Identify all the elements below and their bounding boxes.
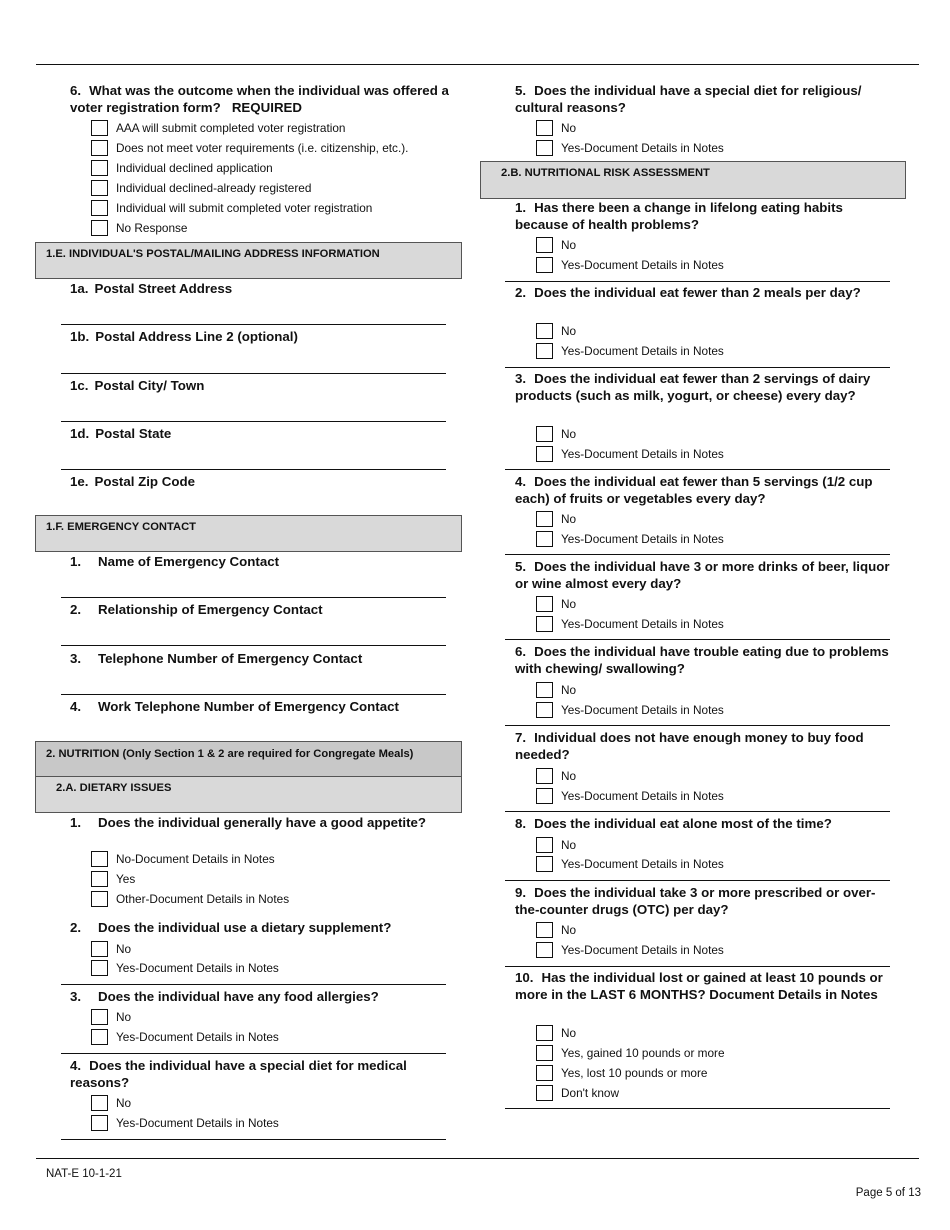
emergency-input-line [61, 597, 446, 598]
option-label: No [561, 427, 577, 441]
option-label: No [561, 121, 577, 135]
question-text: Individual does not have enough money to buy food needed? [515, 730, 864, 762]
risk-option[interactable] [536, 322, 576, 340]
checkbox[interactable] [536, 511, 553, 527]
option-label: Yes-Document Details in Notes [561, 344, 724, 358]
risk-option[interactable] [536, 681, 576, 699]
option-label: Yes-Document Details in Notes [561, 447, 724, 461]
risk-option[interactable] [536, 941, 724, 959]
question-text: Has the individual lost or gained at least 10 pounds or more in the LAST 6 MONTHS? Document Details in Notes [515, 970, 883, 1002]
divider-line [505, 880, 890, 881]
checkbox[interactable] [536, 237, 553, 253]
risk-option[interactable] [536, 256, 724, 274]
voter-option[interactable] [91, 139, 408, 157]
option-label: No [116, 1010, 132, 1024]
option-label: Yes-Document Details in Notes [116, 961, 279, 975]
checkbox[interactable] [536, 768, 553, 784]
question-text: Does the individual generally have a good appetite? [98, 815, 427, 830]
bottom-rule [36, 1158, 919, 1159]
risk-question [515, 730, 893, 763]
option-label: No [116, 1096, 132, 1110]
address-input-line [61, 421, 446, 422]
option-label: Yes-Document Details in Notes [561, 532, 724, 546]
question-number: 4. [70, 699, 82, 714]
religious-diet-option[interactable] [536, 119, 576, 137]
dietary-question [70, 1058, 450, 1091]
option-label: Yes-Document Details in Notes [561, 258, 724, 272]
dietary-option[interactable] [91, 890, 289, 908]
risk-option[interactable] [536, 855, 724, 873]
field-label: Postal State [95, 426, 172, 441]
option-label: Yes, gained 10 pounds or more [561, 1046, 725, 1060]
question-number: 5. [515, 559, 527, 574]
risk-option[interactable] [536, 530, 724, 548]
option-label: No [561, 597, 577, 611]
risk-option[interactable] [536, 701, 724, 719]
option-label: No [561, 769, 577, 783]
checkbox[interactable] [91, 871, 108, 887]
question-text: Has there been a change in lifelong eating habits because of health problems? [515, 200, 843, 232]
checkbox[interactable] [536, 922, 553, 938]
question-text: Does the individual use a dietary supplement? [98, 920, 392, 935]
address-field-label [70, 281, 450, 298]
address-input-line [61, 373, 446, 374]
dietary-option[interactable] [91, 1114, 279, 1132]
address-field-label [70, 426, 450, 443]
section-2b-header: 2.B. NUTRITIONAL RISK ASSESSMENT [480, 161, 906, 199]
checkbox[interactable] [536, 257, 553, 273]
checkbox[interactable] [91, 140, 108, 156]
voter-option[interactable] [91, 219, 187, 237]
question-number: 4. [70, 1058, 82, 1073]
field-number: 1a. [70, 281, 89, 296]
option-label: No-Document Details in Notes [116, 852, 275, 866]
question-number: 3. [70, 651, 82, 666]
voter-outcome-question: 6. What was the outcome when the individual was offered a voter registration form? REQUIRED [70, 83, 449, 115]
checkbox[interactable] [536, 140, 553, 156]
divider-line [505, 966, 890, 967]
question-text: Name of Emergency Contact [98, 554, 280, 569]
checkbox[interactable] [536, 616, 553, 632]
divider-line [505, 725, 890, 726]
checkbox[interactable] [536, 343, 553, 359]
dietary-option[interactable] [91, 1008, 131, 1026]
option-label: No [561, 838, 577, 852]
risk-option[interactable] [536, 236, 576, 254]
top-rule [36, 64, 919, 65]
voter-option[interactable] [91, 159, 273, 177]
question-number: 3. [70, 989, 82, 1004]
question-number: 1. [70, 554, 82, 569]
voter-option[interactable] [91, 199, 372, 217]
question-text: Work Telephone Number of Emergency Contact [98, 699, 399, 714]
option-label: Don't know [561, 1086, 619, 1100]
checkbox[interactable] [536, 1045, 553, 1061]
page-number: Page 5 of 13 [855, 1187, 921, 1199]
question-text: Does the individual eat fewer than 2 meals per day? [534, 285, 861, 300]
risk-question [515, 200, 893, 233]
checkbox[interactable] [536, 596, 553, 612]
question-number: 2. [515, 285, 527, 300]
question-text: Does the individual have trouble eating due to problems with chewing/ swallowing? [515, 644, 889, 676]
divider-line [505, 811, 890, 812]
divider-line [61, 1139, 446, 1140]
option-label: No [561, 512, 577, 526]
option-label: No Response [116, 221, 188, 235]
risk-option[interactable] [536, 1024, 576, 1042]
checkbox[interactable] [536, 702, 553, 718]
checkbox[interactable] [536, 1085, 553, 1101]
option-label: Yes-Document Details in Notes [116, 1116, 279, 1130]
question-text: Does the individual have 3 or more drinks of beer, liquor or wine almost every day? [515, 559, 890, 591]
checkbox[interactable] [536, 682, 553, 698]
risk-option[interactable] [536, 1084, 619, 1102]
form-id: NAT-E 10-1-21 [46, 1168, 122, 1180]
question-number: 4. [515, 474, 527, 489]
divider-line [505, 367, 890, 368]
checkbox[interactable] [91, 851, 108, 867]
divider-line [61, 984, 446, 985]
question-number: 8. [515, 816, 527, 831]
risk-option[interactable] [536, 425, 576, 443]
risk-option[interactable] [536, 767, 576, 785]
checkbox[interactable] [91, 1009, 108, 1025]
address-field-label [70, 378, 450, 395]
option-label: No [116, 942, 132, 956]
question-number: 10. [515, 970, 534, 985]
option-label: Individual declined-already registered [116, 181, 312, 195]
risk-question [515, 970, 893, 1003]
emergency-field-label [70, 554, 455, 571]
risk-option[interactable] [536, 836, 576, 854]
option-label: Other-Document Details in Notes [116, 892, 290, 906]
dietary-question [70, 989, 450, 1006]
checkbox[interactable] [536, 942, 553, 958]
option-label: No [561, 683, 577, 697]
address-field-label [70, 474, 450, 491]
risk-option[interactable] [536, 921, 576, 939]
checkbox[interactable] [536, 856, 553, 872]
checkbox[interactable] [91, 180, 108, 196]
option-label: Yes [116, 872, 136, 886]
checkbox[interactable] [91, 200, 108, 216]
risk-option[interactable] [536, 342, 724, 360]
emergency-field-label [70, 651, 455, 668]
checkbox[interactable] [91, 1095, 108, 1111]
checkbox[interactable] [536, 1025, 553, 1041]
dietary-question [70, 815, 450, 832]
checkbox[interactable] [91, 1029, 108, 1045]
risk-option[interactable] [536, 1044, 725, 1062]
question-number: 3. [515, 371, 527, 386]
question-number: 2. [70, 602, 82, 617]
checkbox[interactable] [536, 323, 553, 339]
risk-option[interactable] [536, 615, 724, 633]
address-field-label [70, 329, 450, 346]
risk-option[interactable] [536, 787, 724, 805]
option-label: No [561, 238, 577, 252]
checkbox[interactable] [91, 1115, 108, 1131]
option-label: Yes-Document Details in Notes [561, 617, 724, 631]
checkbox[interactable] [91, 960, 108, 976]
checkbox[interactable] [536, 531, 553, 547]
address-input-line [61, 324, 446, 325]
question-number: 1. [515, 200, 527, 215]
question-text: Relationship of Emergency Contact [98, 602, 323, 617]
religious-diet-question-text [515, 83, 893, 116]
checkbox[interactable] [91, 220, 108, 236]
risk-option[interactable] [536, 510, 576, 528]
question-number: 2. [70, 920, 82, 935]
divider-line [505, 469, 890, 470]
option-label: Individual declined application [116, 161, 273, 175]
option-label: Yes-Document Details in Notes [561, 857, 724, 871]
question-text: Does the individual take 3 or more prescribed or over-the-counter drugs (OTC) per day? [515, 885, 876, 917]
risk-option[interactable] [536, 1064, 707, 1082]
divider-line [505, 554, 890, 555]
checkbox[interactable] [536, 426, 553, 442]
field-number: 1e. [70, 474, 89, 489]
dietary-question [70, 920, 450, 937]
address-input-line [61, 469, 446, 470]
option-label: Yes-Document Details in Notes [561, 789, 724, 803]
voter-option[interactable] [91, 119, 345, 137]
option-label: AAA will submit completed voter registration [116, 121, 346, 135]
section-1f-header: 1.F. EMERGENCY CONTACT [35, 515, 462, 552]
option-label: No [561, 1026, 577, 1040]
risk-question [515, 644, 893, 677]
divider-line [505, 639, 890, 640]
risk-option[interactable] [536, 445, 724, 463]
option-label: Yes, lost 10 pounds or more [561, 1066, 708, 1080]
option-label: Does not meet voter requirements (i.e. citizenship, etc.). [116, 141, 409, 155]
field-label: Postal Address Line 2 (optional) [95, 329, 298, 344]
checkbox[interactable] [91, 120, 108, 136]
section-1e-header: 1.E. INDIVIDUAL'S POSTAL/MAILING ADDRESS INFORMATION [35, 242, 462, 279]
voter-option[interactable] [91, 179, 311, 197]
option-label: Individual will submit completed voter registration [116, 201, 373, 215]
section-2a-header: 2.A. DIETARY ISSUES [35, 776, 462, 813]
checkbox[interactable] [91, 160, 108, 176]
divider-line [505, 281, 890, 282]
dietary-option[interactable] [91, 1028, 279, 1046]
dietary-option[interactable] [91, 959, 279, 977]
field-label: Postal Zip Code [94, 474, 195, 489]
checkbox[interactable] [536, 1065, 553, 1081]
question-text: Does the individual have a special diet for medical reasons? [70, 1058, 407, 1090]
dietary-option[interactable] [91, 940, 131, 958]
field-label: Postal Street Address [94, 281, 233, 296]
question-number: 5. [515, 83, 527, 98]
question-text: Telephone Number of Emergency Contact [98, 651, 363, 666]
dietary-option[interactable] [91, 850, 275, 868]
field-label: Postal City/ Town [94, 378, 205, 393]
question-number: 6. [515, 644, 527, 659]
field-number: 1c. [70, 378, 89, 393]
risk-question [515, 474, 893, 507]
option-label: No [561, 324, 577, 338]
emergency-input-line [61, 645, 446, 646]
checkbox[interactable] [536, 837, 553, 853]
checkbox[interactable] [536, 120, 553, 136]
risk-question [515, 816, 893, 833]
dietary-option[interactable] [91, 870, 135, 888]
question-text: Does the individual eat fewer than 5 servings (1/2 cup each) of fruits or vegetables every day? [515, 474, 873, 506]
question-text: Does the individual have a special diet for religious/ cultural reasons? [515, 83, 862, 115]
question-text: Does the individual eat alone most of the time? [534, 816, 832, 831]
option-label: Yes-Document Details in Notes [561, 943, 724, 957]
checkbox[interactable] [91, 891, 108, 907]
emergency-input-line [61, 694, 446, 695]
question-text: Does the individual eat fewer than 2 servings of dairy products (such as milk, yogurt, or cheese) every day? [515, 371, 871, 403]
field-number: 1d. [70, 426, 90, 441]
checkbox[interactable] [91, 941, 108, 957]
risk-question [515, 559, 893, 592]
option-label: Yes-Document Details in Notes [561, 703, 724, 717]
field-number: 1b. [70, 329, 90, 344]
question-text: Does the individual have any food allergies? [98, 989, 379, 1004]
option-label: Yes-Document Details in Notes [561, 141, 724, 155]
option-label: No [561, 923, 577, 937]
option-label: Yes-Document Details in Notes [116, 1030, 279, 1044]
risk-question [515, 371, 893, 404]
dietary-option[interactable] [91, 1094, 131, 1112]
checkbox[interactable] [536, 788, 553, 804]
question-number: 1. [70, 815, 82, 830]
question-number: 7. [515, 730, 527, 745]
checkbox[interactable] [536, 446, 553, 462]
emergency-field-label [70, 699, 455, 716]
risk-question [515, 885, 893, 918]
required-tag: REQUIRED [231, 99, 303, 115]
question-number: 9. [515, 885, 527, 900]
risk-option[interactable] [536, 595, 576, 613]
risk-question [515, 285, 893, 302]
emergency-field-label [70, 602, 455, 619]
divider-line [61, 1053, 446, 1054]
section-2-header: 2. NUTRITION (Only Section 1 & 2 are required for Congregate Meals) [35, 741, 462, 777]
religious-diet-option[interactable] [536, 139, 724, 157]
divider-line [505, 1108, 890, 1109]
